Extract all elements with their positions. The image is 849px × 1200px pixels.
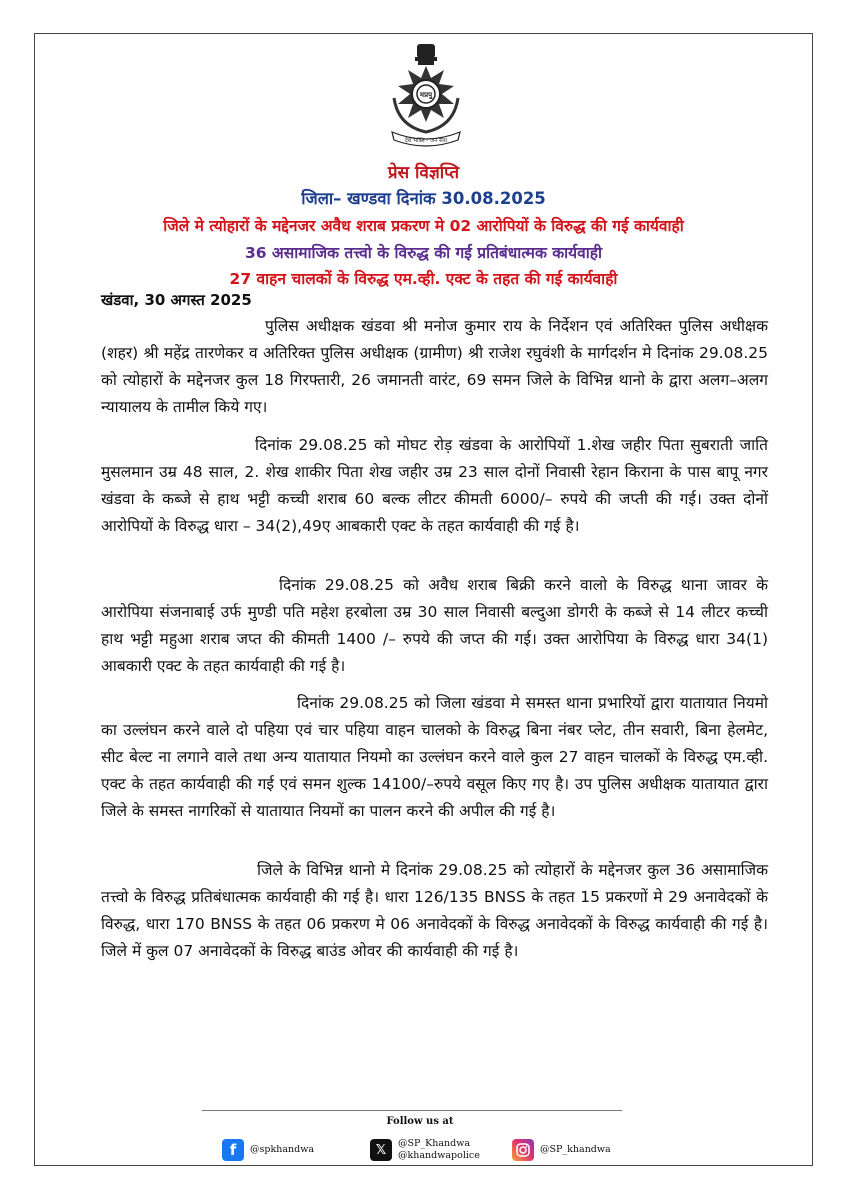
headline-preventive: 36 असामाजिक तत्त्वो के विरुद्ध की गई प्रतिबंधात्मक कार्यवाही xyxy=(244,244,603,262)
paragraph-preventive: जिले के विभिन्न थानो मे दिनांक 29.08.25 को त्योहारों के मद्देनजर कुल 36 असामाजिक तत्त्वो के विरुद्ध प्रतिबंधात्मक कार्यवाही की गई है। धारा 126/135 BNSS के तहत 15 प्रकरणों मे 29 अनावेदकों के विरुद्ध, धारा 170 BNSS के तहत 06 प्रकरण मे 06 अनावेदकों के विरुद्ध अनावेदकों के विरुद्ध कार्यवाही की गई है। जिले में कुल 07 अनावेदकों के विरुद्ध बाउंड ओवर की कार्यवाही की गई है। xyxy=(101,861,768,960)
x-link[interactable] xyxy=(370,1136,480,1164)
paragraph-moghat-road: दिनांक 29.08.25 को मोघट रोड़ खंडवा के आरोपियों 1.शेख जहीर पिता सुबराती जाति मुसलमान उम्र 48 साल, 2. शेख शाकीर पिता शेख जहीर उम्र 23 साल दोनों निवासी रेहान किराना के पास बापू नगर खंडवा के कब्जे से हाथ भट्टी कच्ची शराब 60 बल्क लीटर कीमती 6000/– रुपये की जप्ती की गई। उक्त दोनों आरोपियों के विरुद्ध धारा – 34(2),49ए आबकारी एक्ट के तहत कार्यवाही की गई है। xyxy=(101,436,768,535)
facebook-link[interactable] xyxy=(222,1136,314,1164)
press-release-title: प्रेस विज्ञप्ति xyxy=(387,163,460,183)
police-emblem xyxy=(384,42,468,150)
facebook-handle: @spkhandwa xyxy=(250,1144,314,1155)
paragraph-summary: पुलिस अधीक्षक खंडवा श्री मनोज कुमार राय के निर्देशन एवं अतिरिक्त पुलिस अधीक्षक (शहर) श्री महेंद्र तारणेकर व अतिरिक्त पुलिस अधीक्षक (ग्रामीण) श्री राजेश रघुवंशी के मार्गदर्शन मे दिनांक 29.08.25 को त्योहारों के मद्देनजर कुल 18 गिरफ्तारी, 26 जमानती वारंट, 69 समन जिले के विभिन्न थानो के द्वारा अलग–अलग न्यायालय के तामील किये गए। xyxy=(101,317,768,416)
x-icon: 𝕏 xyxy=(370,1139,392,1161)
x-handle-secondary: @khandwapolice xyxy=(398,1150,480,1161)
instagram-icon xyxy=(512,1139,534,1161)
svg-text:मप्रपु: मप्रपु xyxy=(419,91,433,99)
paragraph-jawar: दिनांक 29.08.25 को अवैध शराब बिक्री करने वालो के विरुद्ध थाना जावर के आरोपिया संजनाबाई उर्फ मुण्डी पति महेश हरबोला उम्र 30 साल निवासी बल्दुआ डोगरी के कब्जे से 14 लीटर कच्ची हाथ भट्टी महुआ शराब जप्त की कीमती 1400 /– रुपये की जप्त की गई। उक्त आरोपिया के विरुद्ध धारा 34(1) आबकारी एक्ट के तहत कार्यवाही की गई है। xyxy=(101,576,768,675)
district-date: जिला– खण्डवा दिनांक 30.08.2025 xyxy=(301,189,546,208)
instagram-handle: @SP_khandwa xyxy=(540,1144,611,1155)
x-handles xyxy=(398,1138,480,1162)
follow-label: Follow us at xyxy=(386,1116,454,1127)
footer-divider xyxy=(202,1110,622,1111)
headline-traffic: 27 वाहन चालकों के विरुद्ध एम.व्ही. एक्ट के तहत की गई कार्यवाही xyxy=(229,270,618,288)
dateline: खंडवा, 30 अगस्त 2025 xyxy=(101,291,252,309)
instagram-link[interactable] xyxy=(512,1136,611,1164)
facebook-icon: f xyxy=(222,1139,244,1161)
emblem-motto: देश भक्ति - जन सेवा xyxy=(404,138,448,144)
x-handle-primary: @SP_Khandwa xyxy=(398,1138,471,1149)
paragraph-traffic: दिनांक 29.08.25 को जिला खंडवा मे समस्त थाना प्रभारियों द्वारा यातायात नियमो का उल्लंघन करने वाले दो पहिया एवं चार पहिया वाहन चालको के विरुद्ध बिना नंबर प्लेट, तीन सवारी, बिना हेलमेट, सीट बेल्ट ना लगाने वाले तथा अन्य यातायात नियमो का उल्लंघन करने वाले कुल 27 वाहन चालकों के विरुद्ध एम.व्ही. एक्ट के तहत कार्यवाही की गई एवं समन शुल्क 14100/–रुपये वसूल किए गए है। उप पुलिस अधीक्षक यातायात द्वारा जिले के समस्त नागरिकों से यातायात नियमों का पालन करने की अपील की गई है। xyxy=(101,694,768,820)
headline-liquor: जिले मे त्योहारों के मद्देनजर अवैध शराब प्रकरण मे 02 आरोपियों के विरुद्ध की गई कार्यवाही xyxy=(163,217,684,235)
